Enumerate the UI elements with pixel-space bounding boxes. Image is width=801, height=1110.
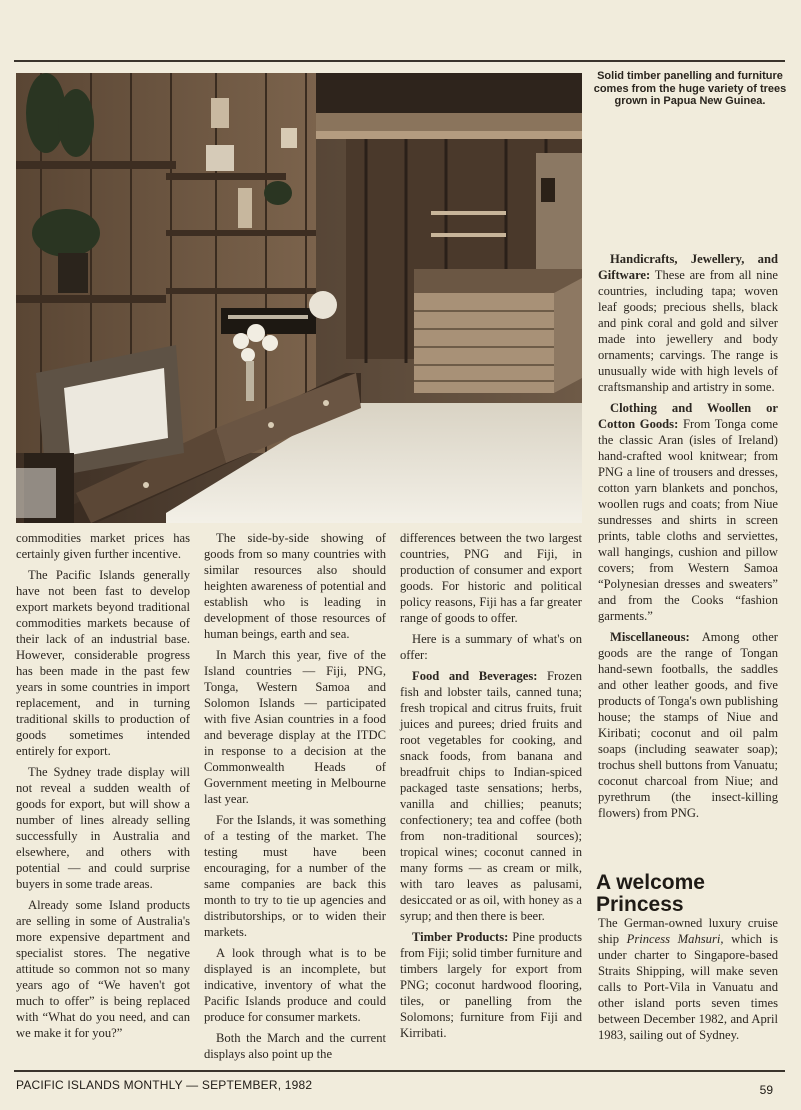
paragraph: Here is a summary of what's on offer: — [400, 632, 582, 662]
photo-illustration — [16, 73, 582, 523]
miscellaneous-paragraph — [598, 629, 778, 821]
page-number: 59 — [759, 1083, 773, 1097]
column-4-lower — [598, 915, 778, 1043]
section-lead: Timber Products: — [412, 930, 509, 944]
section-lead: Clothing and Woollen or Cotton Goods: — [598, 401, 778, 431]
clothing-paragraph — [598, 400, 778, 624]
section-lead: Miscellaneous: — [610, 630, 690, 644]
column-2 — [204, 530, 386, 1062]
section-lead: Handicrafts, Jewellery, and Giftware: — [598, 252, 778, 282]
section-text: These are from all nine countries, including tapa; woven leaf goods; precious shells, black and pink coral and gold and silver made into jewellery and body ornaments; carvings. The range is unusually wide with high levels of craftsmanship and artistry in some. — [598, 268, 778, 394]
paragraph: Already some Island products are selling in some of Australia's more expensive department and specialist stores. The negative attitude so common not so many years ago of “We haven't got much to offer” is being replaced with “What do you need, and can we make it for you?” — [16, 898, 190, 1040]
paragraph: The Pacific Islands generally have not been fast to develop export markets beyond traditional commodities markets because of their lack of an industrial base. However, considerable progress has been made in the past few years in some countries in import replacement, and in turning traditional skills to production of goods sometimes intended entirely for export. — [16, 568, 190, 758]
paragraph: The side-by-side showing of goods from so many countries with similar resources also should heighten awareness of potential and establish who is leading in development of those resources of human beings, earth and sea. — [204, 531, 386, 641]
section-text: Among other goods are the range of Tongan hand-sewn footballs, the saddles and other leather goods, and five products of Tonga's own publishing house; the stamps of Niue and Kiribati; coconut and oil palm soaps (including seawater soap); trochus shell buttons from Vanuatu; coconut charcoal from Niue; and pyrethrum (the insect-killing flowers) from PNG. — [598, 630, 778, 820]
ship-name: Princess Mahsuri, — [626, 932, 724, 946]
publication-footer: PACIFIC ISLANDS MONTHLY — SEPTEMBER, 1982 — [16, 1078, 313, 1092]
food-and-beverages-paragraph — [400, 668, 582, 924]
timber-products-paragraph — [400, 929, 582, 1041]
paragraph: In March this year, five of the Island countries — Fiji, PNG, Tonga, Western Samoa and Solomon Islands — participated with five Asian countries in a food and beverage display at the ITDC in response to a decision at the Commonwealth Heads of Government meeting in Melbourne last year. — [204, 648, 386, 806]
top-rule — [14, 60, 785, 62]
paragraph: A look through what is to be displayed is an incomplete, but indicative, inventory of what the Pacific Islands produce and could produce for consumer markets. — [204, 946, 386, 1024]
timber-interior-photo — [16, 73, 582, 523]
column-3 — [400, 530, 582, 1041]
paragraph: differences between the two largest countries, PNG and Fiji, in production of consumer and export goods. For historic and political policy reasons, Fiji has a far greater range of goods to offer. — [400, 531, 582, 625]
paragraph: commodities market prices has certainly given further incentive. — [16, 531, 190, 561]
section-text: Pine products from Fiji; solid timber furniture and timbers largely for export from PNG; coconut hardwood flooring, tiles, or panelling from the Solomons; furniture from Fiji and Kirribati. — [400, 930, 582, 1040]
bottom-rule — [14, 1070, 785, 1072]
paragraph: For the Islands, it was something of a testing of the market. The testing must have been encouraging, for a number of the same companies are back this month to try to tie up agencies and distributorships, or to widen their markets. — [204, 813, 386, 939]
column-1 — [16, 530, 190, 1041]
handicrafts-paragraph — [598, 251, 778, 395]
princess-paragraph — [598, 915, 778, 1043]
section-lead: Food and Beverages: — [412, 669, 538, 683]
column-4 — [598, 251, 778, 821]
text: which is under charter to Singapore-based Straits Shipping, will make seven calls to Port-Vila in Vanuatu and other island ports seven times between December 1982, and April 1983, sailing out of Sydney. — [598, 932, 778, 1042]
photo-caption: Solid timber panelling and furniture comes from the huge variety of trees grown in Papua New Guinea. — [593, 70, 787, 107]
section-text: From Tonga come the classic Aran (isles of Ireland) hand-crafted wool knitwear; from PNG a line of trousers and dresses, cotton yarn blankets and ponchos, woollen rugs and coats; from Niue sundresses and shirts in screen prints, table cloths and serviettes, wall hangings, cushion and pillow covers; from Western Samoa “Polynesian dresses and sweaters” and from the Cooks “fashion garments.” — [598, 417, 779, 623]
section-heading: A welcome Princess — [596, 871, 705, 916]
section-text: Frozen fish and lobster tails, canned tuna; fresh tropical and citrus fruits, fruit juices and purees; dried fruits and root vegetables for cooking, and snack foods, from banana and breadfruit chips to Indian-spiced packaged taste sensations; herbs, vanilla and chillies; peanuts; confectionery; tea and coffee (both from non-traditional sources); tropical wines; coconut canned in many forms — as cream or milk, with taro leaves as palusami, desiccated or as oil, with honey as a syrup; and then there is beer. — [400, 669, 582, 923]
text: The German-owned luxury cruise ship — [598, 916, 778, 946]
paragraph: The Sydney trade display will not reveal a sudden wealth of goods for export, but will show a number of lines already selling successfully in Australia and elsewhere, and others with potential — and could surprise buyers in some trade areas. — [16, 765, 190, 891]
paragraph: Both the March and the current displays also point up the — [204, 1031, 386, 1061]
